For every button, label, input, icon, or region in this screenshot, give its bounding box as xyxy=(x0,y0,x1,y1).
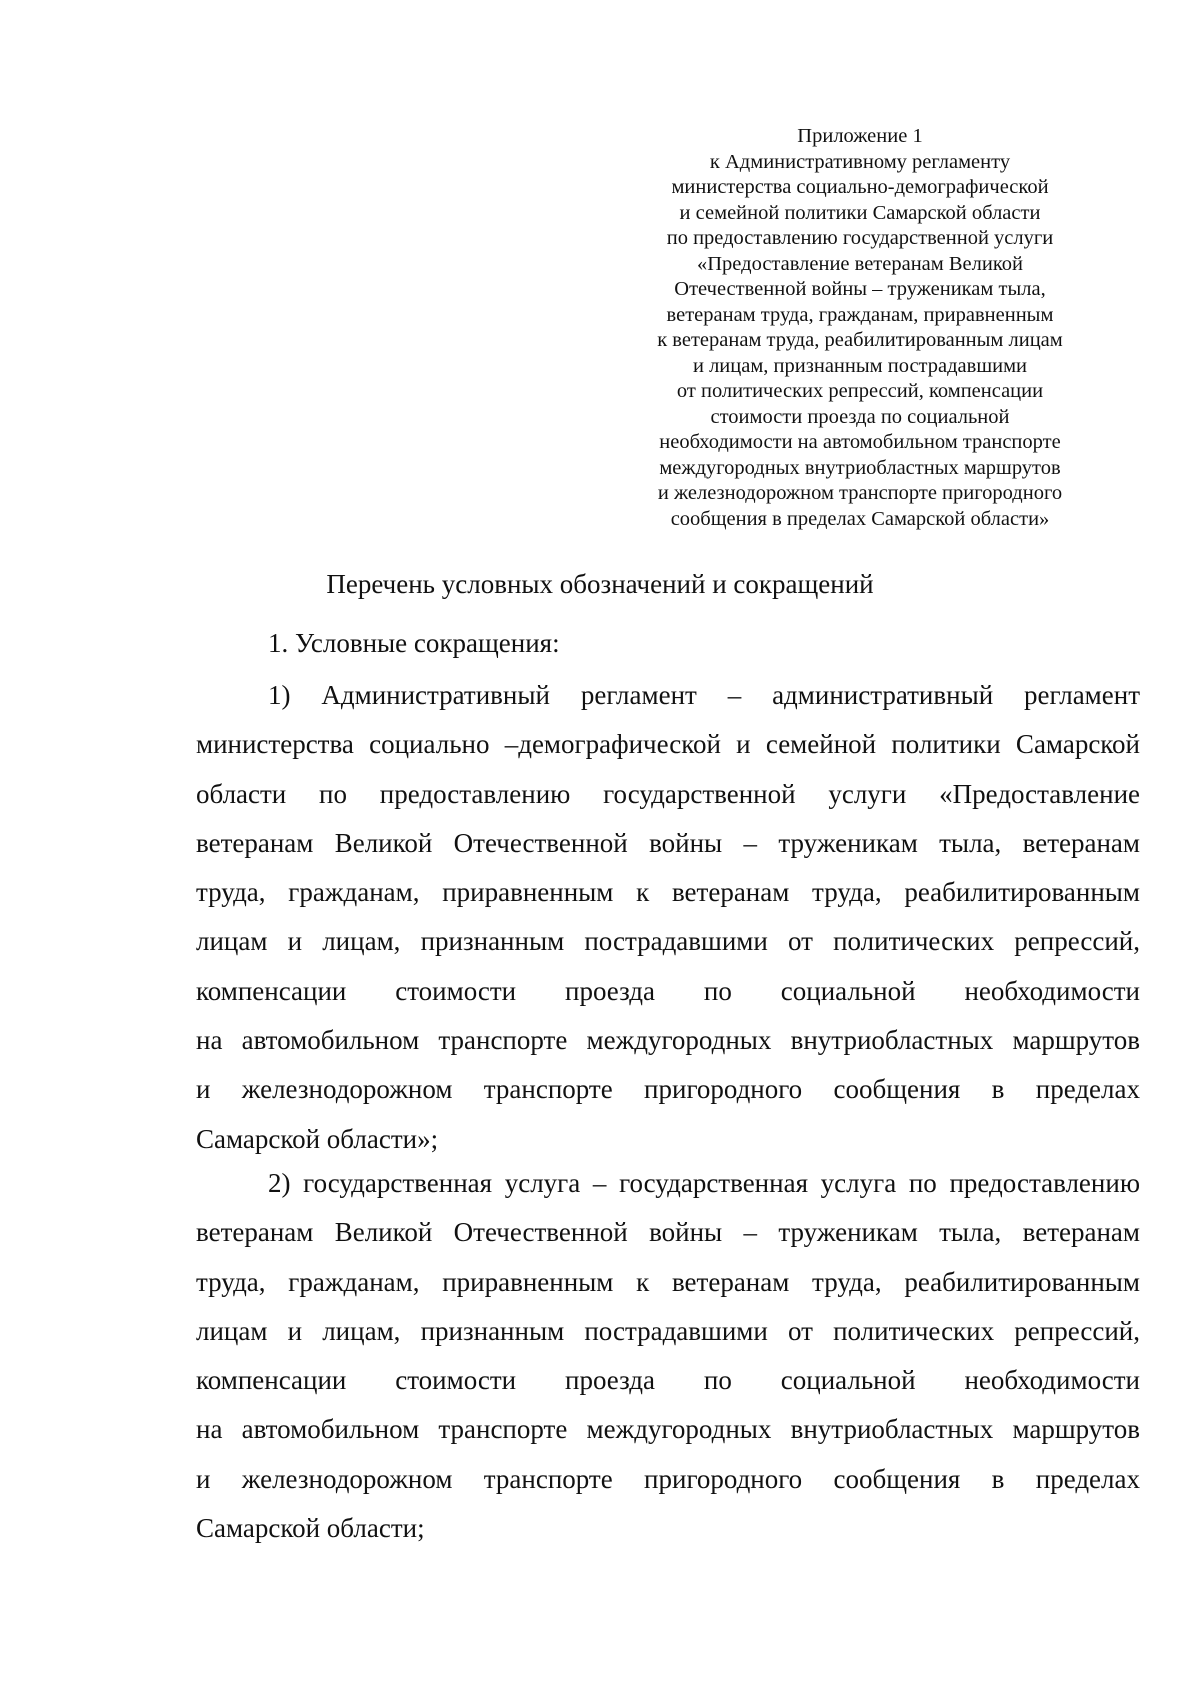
appendix-line: Приложение 1 xyxy=(797,125,923,147)
appendix-line: от политических репрессий, компенсации xyxy=(676,380,1044,402)
paragraph-line: лицам и лицам, признанным пострадавшими от политических репрессий, xyxy=(196,926,1140,957)
section-heading: 1. Условные сокращения: xyxy=(268,628,560,658)
appendix-line: к ветеранам труда, реабилитированным лицам xyxy=(657,329,1063,351)
abbreviation-item-2 xyxy=(196,1159,1140,1553)
paragraph-line: труда, гражданам, приравненным к ветеранам труда, реабилитированным xyxy=(196,1266,1140,1297)
paragraph-line: ветеранам Великой Отечественной войны – труженикам тыла, ветеранам xyxy=(196,827,1140,858)
appendix-line: и семейной политики Самарской области xyxy=(679,201,1041,224)
paragraph-line: и железнодорожном транспорте пригородного сообщения в пределах xyxy=(196,1463,1140,1494)
paragraph-line: труда, гражданам, приравненным к ветеранам труда, реабилитированным xyxy=(196,877,1140,908)
paragraph-line: на автомобильном транспорте междугородных внутриобластных маршрутов xyxy=(196,1025,1140,1056)
paragraph-line: лицам и лицам, признанным пострадавшими от политических репрессий, xyxy=(196,1315,1140,1346)
appendix-line: междугородных внутриобластных маршрутов xyxy=(659,456,1061,479)
paragraph-line: 1) Административный регламент – административный регламент xyxy=(268,680,1140,710)
appendix-line: и железнодорожном транспорте пригородного xyxy=(657,482,1063,504)
paragraph-line: компенсации стоимости проезда по социальной необходимости xyxy=(196,1365,1140,1396)
appendix-line: Отечественной войны – труженикам тыла, xyxy=(674,278,1046,300)
paragraph-line: Самарской области; xyxy=(196,1513,425,1544)
paragraph-line: компенсации стоимости проезда по социальной необходимости xyxy=(196,975,1140,1006)
appendix-line: и лицам, признанным пострадавшими xyxy=(692,354,1028,377)
appendix-line: «Предоставление ветеранам Великой xyxy=(697,252,1023,275)
paragraph-line: на автомобильном транспорте междугородных внутриобластных маршрутов xyxy=(196,1414,1140,1445)
document-title: Перечень условных обозначений и сокращений xyxy=(326,569,874,599)
appendix-line: по предоставлению государственной услуги xyxy=(666,227,1054,249)
paragraph-line: Самарской области»; xyxy=(196,1123,439,1154)
appendix-line: сообщения в пределах Самарской области» xyxy=(670,507,1050,530)
abbreviation-item-1 xyxy=(196,671,1140,1164)
appendix-block xyxy=(600,124,1120,532)
paragraph-line: 2) государственная услуга – государственная услуга по предоставлению xyxy=(268,1168,1140,1198)
paragraph-line: ветеранам Великой Отечественной войны – труженикам тыла, ветеранам xyxy=(196,1217,1140,1248)
appendix-line: необходимости на автомобильном транспорте xyxy=(659,431,1061,453)
appendix-line: стоимости проезда по социальной xyxy=(710,405,1010,428)
appendix-line: министерства социально-демографической xyxy=(671,176,1049,198)
paragraph-line: министерства социально –демографической и семейной политики Самарской xyxy=(196,729,1140,760)
appendix-line: ветеранам труда, гражданам, приравненным xyxy=(666,303,1054,326)
paragraph-line: и железнодорожном транспорте пригородного сообщения в пределах xyxy=(196,1074,1140,1105)
paragraph-line: области по предоставлению государственной услуги «Предоставление xyxy=(196,778,1140,809)
appendix-line: к Административному регламенту xyxy=(709,150,1011,173)
